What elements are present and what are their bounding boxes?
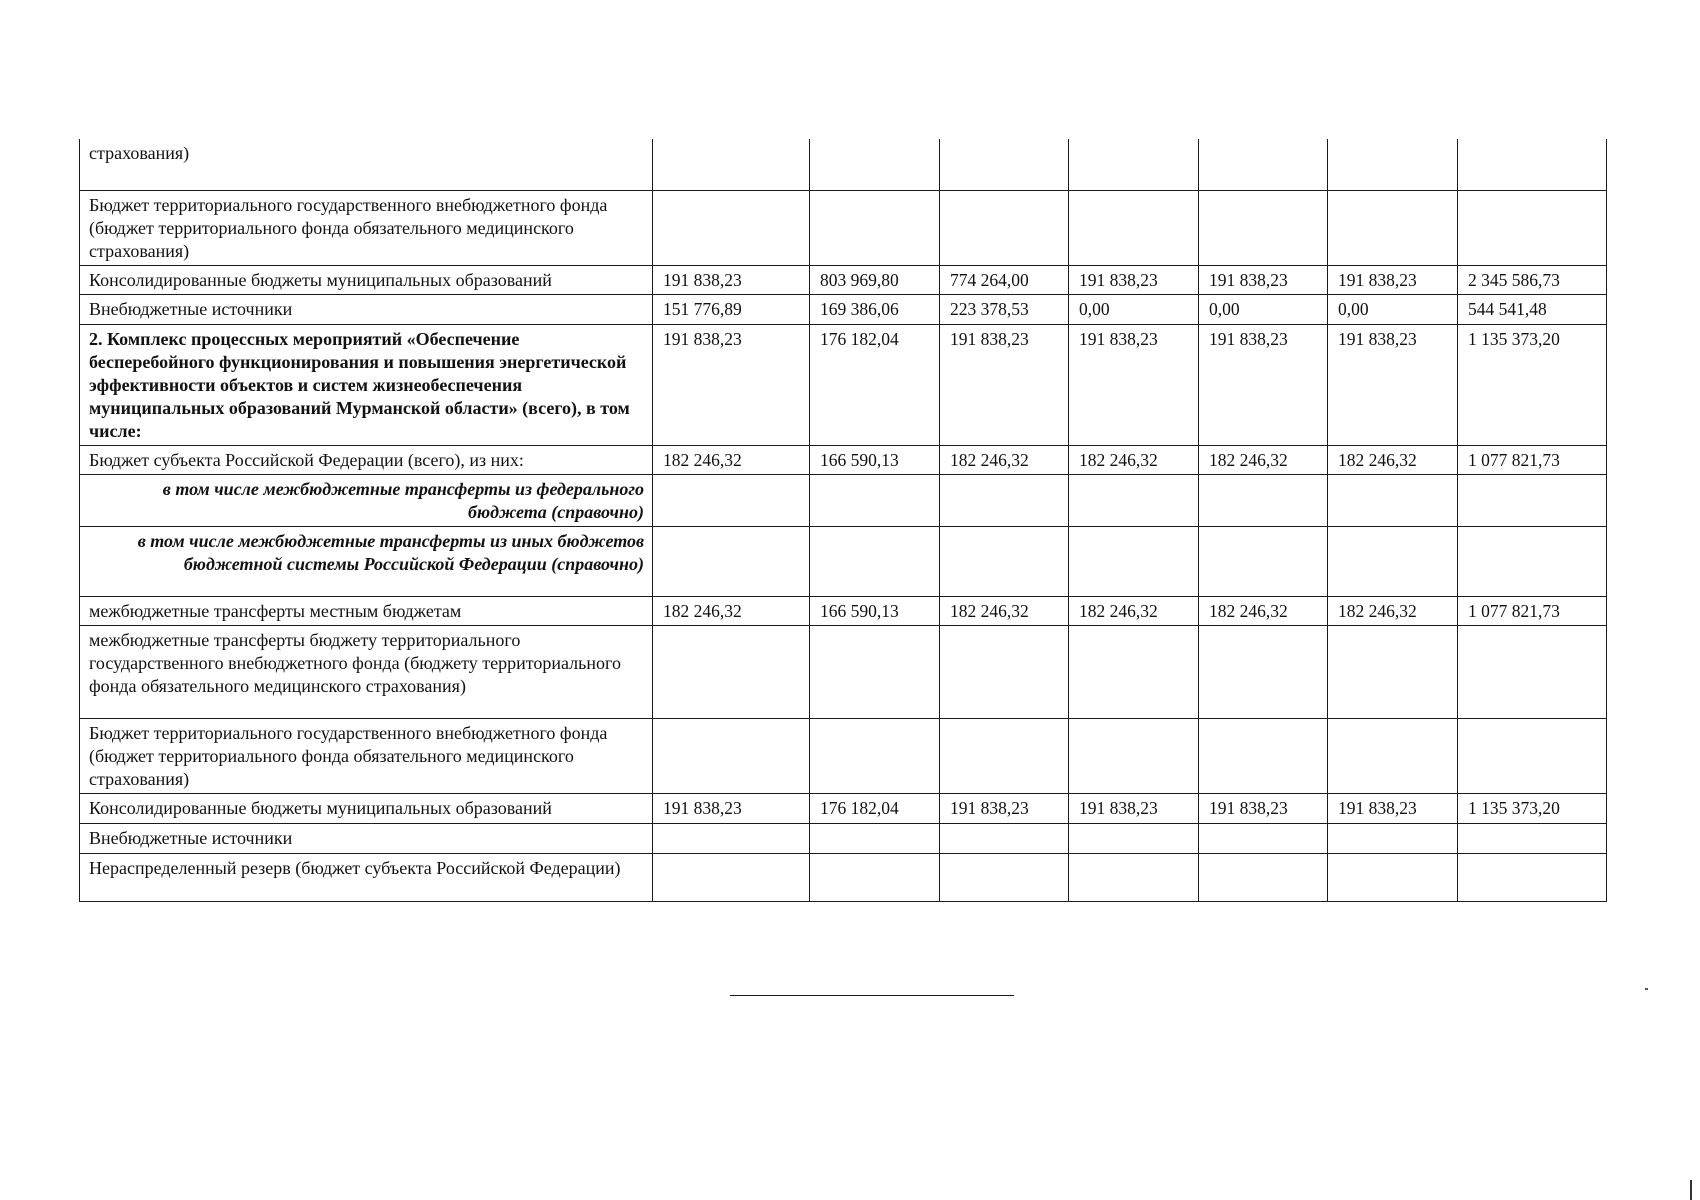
- value-cell: 0,00: [1069, 294, 1199, 324]
- scan-edge-mark: [1690, 1180, 1692, 1200]
- row-label: в том числе межбюджетные трансферты из иных бюджетов бюджетной системы Российской Федерации (справочно): [80, 526, 653, 596]
- value-cell: [1458, 823, 1607, 853]
- value-cell: [653, 823, 810, 853]
- value-cell: [1458, 526, 1607, 596]
- value-cell: [1069, 139, 1199, 190]
- value-cell: [1199, 853, 1328, 901]
- value-cell: [1458, 853, 1607, 901]
- value-cell: 191 838,23: [940, 793, 1069, 823]
- end-of-document-rule: [730, 995, 1014, 996]
- value-cell: [810, 190, 940, 265]
- value-cell: 191 838,23: [1069, 265, 1199, 294]
- value-cell: [1328, 823, 1458, 853]
- row-label: 2. Комплекс процессных мероприятий «Обеспечение бесперебойного функционирования и повышения энергетической эффективности объектов и систем жизнеобеспечения муниципальных образований Мурманской области» (всего), в том числе:: [80, 324, 653, 445]
- table-row: [80, 853, 1607, 901]
- value-cell: 191 838,23: [940, 324, 1069, 445]
- row-label: Бюджет территориального государственного внебюджетного фонда (бюджет территориального фонда обязательного медицинского страхования): [80, 718, 653, 793]
- value-cell: [1069, 190, 1199, 265]
- value-cell: 191 838,23: [1328, 324, 1458, 445]
- value-cell: [810, 526, 940, 596]
- value-cell: [940, 526, 1069, 596]
- value-cell: 166 590,13: [810, 596, 940, 625]
- value-cell: [1199, 823, 1328, 853]
- value-cell: 191 838,23: [1328, 793, 1458, 823]
- value-cell: 1 135 373,20: [1458, 793, 1607, 823]
- value-cell: [940, 190, 1069, 265]
- value-cell: 182 246,32: [940, 596, 1069, 625]
- value-cell: [1328, 718, 1458, 793]
- table-row: [80, 294, 1607, 324]
- value-cell: 182 246,32: [1199, 445, 1328, 474]
- table-row: [80, 139, 1607, 190]
- value-cell: 0,00: [1328, 294, 1458, 324]
- value-cell: [1328, 139, 1458, 190]
- value-cell: [653, 190, 810, 265]
- value-cell: [810, 625, 940, 718]
- value-cell: [940, 139, 1069, 190]
- value-cell: 191 838,23: [1328, 265, 1458, 294]
- value-cell: 0,00: [1199, 294, 1328, 324]
- value-cell: [1328, 190, 1458, 265]
- value-cell: 191 838,23: [653, 324, 810, 445]
- value-cell: 1 077 821,73: [1458, 445, 1607, 474]
- value-cell: 182 246,32: [1328, 596, 1458, 625]
- row-label: межбюджетные трансферты бюджету территориального государственного внебюджетного фонда (бюджету территориального фонда обязательного медицинского страхования): [80, 625, 653, 718]
- value-cell: [1328, 853, 1458, 901]
- row-label: страхования): [80, 139, 653, 190]
- value-cell: 191 838,23: [653, 793, 810, 823]
- value-cell: 176 182,04: [810, 324, 940, 445]
- row-label: межбюджетные трансферты местным бюджетам: [80, 596, 653, 625]
- value-cell: [810, 823, 940, 853]
- table-row: [80, 625, 1607, 718]
- value-cell: [1199, 190, 1328, 265]
- row-label: Нераспределенный резерв (бюджет субъекта Российской Федерации): [80, 853, 653, 901]
- value-cell: 191 838,23: [1199, 793, 1328, 823]
- value-cell: [653, 526, 810, 596]
- budget-table-body: [80, 139, 1607, 901]
- value-cell: 2 345 586,73: [1458, 265, 1607, 294]
- value-cell: 169 386,06: [810, 294, 940, 324]
- value-cell: 544 541,48: [1458, 294, 1607, 324]
- value-cell: 182 246,32: [653, 596, 810, 625]
- value-cell: 182 246,32: [940, 445, 1069, 474]
- table-row: [80, 718, 1607, 793]
- value-cell: [653, 718, 810, 793]
- value-cell: [1069, 853, 1199, 901]
- value-cell: [940, 823, 1069, 853]
- value-cell: [1069, 823, 1199, 853]
- value-cell: [653, 139, 810, 190]
- value-cell: 191 838,23: [1069, 793, 1199, 823]
- value-cell: [1199, 474, 1328, 526]
- value-cell: [1328, 526, 1458, 596]
- value-cell: [1458, 625, 1607, 718]
- table-row: [80, 190, 1607, 265]
- value-cell: 151 776,89: [653, 294, 810, 324]
- row-label: Внебюджетные источники: [80, 294, 653, 324]
- row-label: в том числе межбюджетные трансферты из федерального бюджета (справочно): [80, 474, 653, 526]
- value-cell: 182 246,32: [1328, 445, 1458, 474]
- value-cell: 176 182,04: [810, 793, 940, 823]
- value-cell: [1199, 718, 1328, 793]
- value-cell: [940, 718, 1069, 793]
- value-cell: [940, 625, 1069, 718]
- value-cell: 803 969,80: [810, 265, 940, 294]
- value-cell: 191 838,23: [1199, 324, 1328, 445]
- value-cell: 223 378,53: [940, 294, 1069, 324]
- value-cell: [653, 474, 810, 526]
- row-label: Бюджет территориального государственного внебюджетного фонда (бюджет территориального фонда обязательного медицинского страхования): [80, 190, 653, 265]
- value-cell: 191 838,23: [653, 265, 810, 294]
- row-label: Бюджет субъекта Российской Федерации (всего), из них:: [80, 445, 653, 474]
- value-cell: [1199, 526, 1328, 596]
- value-cell: [810, 718, 940, 793]
- value-cell: [1328, 474, 1458, 526]
- table-row: [80, 445, 1607, 474]
- value-cell: 166 590,13: [810, 445, 940, 474]
- value-cell: [1069, 526, 1199, 596]
- table-row: [80, 793, 1607, 823]
- value-cell: 191 838,23: [1069, 324, 1199, 445]
- value-cell: [810, 474, 940, 526]
- value-cell: [1069, 718, 1199, 793]
- value-cell: [810, 139, 940, 190]
- table-row: [80, 526, 1607, 596]
- value-cell: 1 135 373,20: [1458, 324, 1607, 445]
- value-cell: [1458, 474, 1607, 526]
- value-cell: [653, 625, 810, 718]
- value-cell: 182 246,32: [653, 445, 810, 474]
- row-label: Внебюджетные источники: [80, 823, 653, 853]
- value-cell: [1069, 625, 1199, 718]
- value-cell: [653, 853, 810, 901]
- value-cell: [1458, 190, 1607, 265]
- value-cell: 182 246,32: [1069, 596, 1199, 625]
- value-cell: 774 264,00: [940, 265, 1069, 294]
- table-row: [80, 596, 1607, 625]
- value-cell: [940, 853, 1069, 901]
- scan-speck: [1645, 988, 1648, 990]
- row-label: Консолидированные бюджеты муниципальных образований: [80, 265, 653, 294]
- table-row: [80, 265, 1607, 294]
- budget-table: [79, 139, 1607, 902]
- row-label: Консолидированные бюджеты муниципальных образований: [80, 793, 653, 823]
- table-row: [80, 324, 1607, 445]
- table-row: [80, 474, 1607, 526]
- value-cell: [1328, 625, 1458, 718]
- value-cell: [1199, 139, 1328, 190]
- value-cell: [810, 853, 940, 901]
- value-cell: 182 246,32: [1199, 596, 1328, 625]
- value-cell: 1 077 821,73: [1458, 596, 1607, 625]
- value-cell: [1458, 139, 1607, 190]
- value-cell: [1199, 625, 1328, 718]
- value-cell: 191 838,23: [1199, 265, 1328, 294]
- value-cell: 182 246,32: [1069, 445, 1199, 474]
- value-cell: [1458, 718, 1607, 793]
- value-cell: [940, 474, 1069, 526]
- table-row: [80, 823, 1607, 853]
- value-cell: [1069, 474, 1199, 526]
